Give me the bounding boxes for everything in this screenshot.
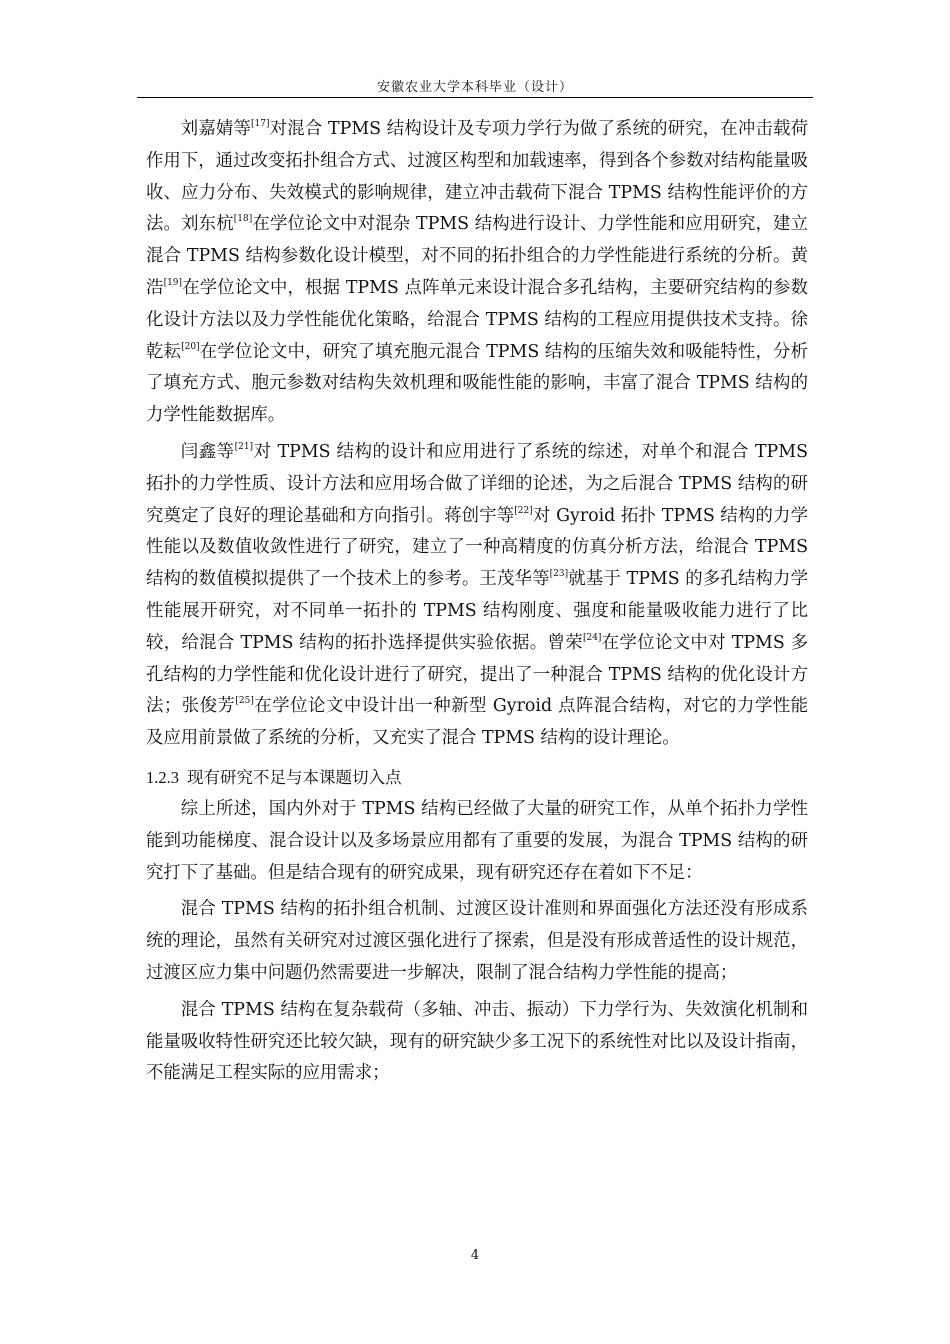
- paragraph-3: 综上所述，国内外对于 TPMS 结构已经做了大量的研究工作，从单个拓扑力学性能到功能梯度、混合设计以及多场景应用都有了重要的发展，为混合 TPMS 结构的研究打下了基础。但是结合现有的研究成果，现有研究还存在着如下不足：: [146, 798, 808, 883]
- text-run: 在学位论文中，研究了填充胞元混合 TPMS 结构的压缩失效和吸能特性，分析了填充方式、胞元参数对结构失效机理和吸能性能的影响，丰富了混合 TPMS 结构的力学性能数据库。: [146, 341, 808, 426]
- citation-21[interactable]: [21]: [234, 441, 254, 452]
- text-run: 刘嘉婧等: [180, 119, 252, 139]
- citation-17[interactable]: [17]: [251, 119, 270, 129]
- text-run: 对混合 TPMS 结构设计及专项力学行为做了系统的研究，在冲击载荷作用下，通过改变拓扑组合方式、过渡区构型和加载速率，得到各个参数对结构能量吸收、应力分布、失效模式的影响规律，建立冲击载荷下混合 TPMS 结构性能评价的方法。刘东杭: [146, 119, 808, 235]
- paragraph-2: [146, 437, 808, 755]
- section-title: 现有研究不足与本课题切入点: [187, 767, 402, 787]
- text-run: 闫鑫等: [180, 441, 235, 462]
- text-run: 在学位论文中对 TPMS 多孔结构的力学性能和优化设计进行了研究，提出了一种混合 TPMS 结构的优化设计方法；张俊芳: [146, 632, 808, 717]
- page-number: 4: [470, 1248, 480, 1263]
- text-run: 对 Gyroid 拓扑 TPMS 结构的力学性能以及数值收敛性进行了研究，建立了一种高精度的仿真分析方法，给混合 TPMS 结构的数值模拟提供了一个技术上的参考。王茂华等: [146, 505, 808, 590]
- page-header: 安徽农业大学本科毕业（设计）: [376, 80, 573, 95]
- header-rule: [137, 97, 813, 98]
- citation-24[interactable]: [24]: [582, 632, 602, 643]
- citation-18[interactable]: [18]: [233, 214, 253, 225]
- text-run: 在学位论文中，根据 TPMS 点阵单元来设计混合多孔结构，主要研究结构的参数化设计方法以及力学性能优化策略，给混合 TPMS 结构的工程应用提供技术支持。徐乾耘: [146, 277, 808, 362]
- text-run: 在学位论文中对混杂 TPMS 结构进行设计、力学性能和应用研究，建立混合 TPMS 结构参数化设计模型，对不同的拓扑组合的力学性能进行系统的分析。黄浩: [146, 214, 808, 298]
- body-text: [146, 114, 808, 1090]
- paragraph-5: 混合 TPMS 结构在复杂载荷（多轴、冲击、振动）下力学行为、失效演化机制和能量吸收特性研究还比较欠缺，现有的研究缺少多工况下的系统性对比以及设计指南，不能满足工程实际的应用需求；: [146, 999, 808, 1084]
- citation-19[interactable]: [19]: [163, 277, 183, 288]
- section-heading: [146, 765, 808, 791]
- paragraph-1: [146, 114, 808, 432]
- text-run: 在学位论文中设计出一种新型 Gyroid 点阵混合结构，对它的力学性能及应用前景做了系统的分析，又充实了混合 TPMS 结构的设计理论。: [146, 696, 808, 749]
- section-number: 1.2.3: [146, 767, 179, 787]
- citation-20[interactable]: [20]: [181, 341, 200, 352]
- text-run: 对 TPMS 结构的设计和应用进行了系统的综述，对单个和混合 TPMS 拓扑的力学性质、设计方法和应用场合做了详细的论述，为之后混合 TPMS 结构的研究奠定了良好的理论基础和方向指引。蒋创宇等: [146, 441, 808, 526]
- citation-22[interactable]: [22]: [514, 505, 533, 516]
- citation-23[interactable]: [23]: [549, 569, 569, 580]
- citation-25[interactable]: [25]: [235, 696, 254, 707]
- text-run: 就基于 TPMS 的多孔结构力学性能展开研究，对不同单一拓扑的 TPMS 结构刚度、强度和能量吸收能力进行了比较，给混合 TPMS 结构的拓扑选择提供实验依据。曾荣: [146, 569, 808, 653]
- paragraph-4: 混合 TPMS 结构的拓扑组合机制、过渡区设计准则和界面强化方法还没有形成系统的理论，虽然有关研究对过渡区强化进行了探索，但是没有形成普适性的设计规范，过渡区应力集中问题仍然需要进一步解决，限制了混合结构力学性能的提高；: [146, 899, 808, 983]
